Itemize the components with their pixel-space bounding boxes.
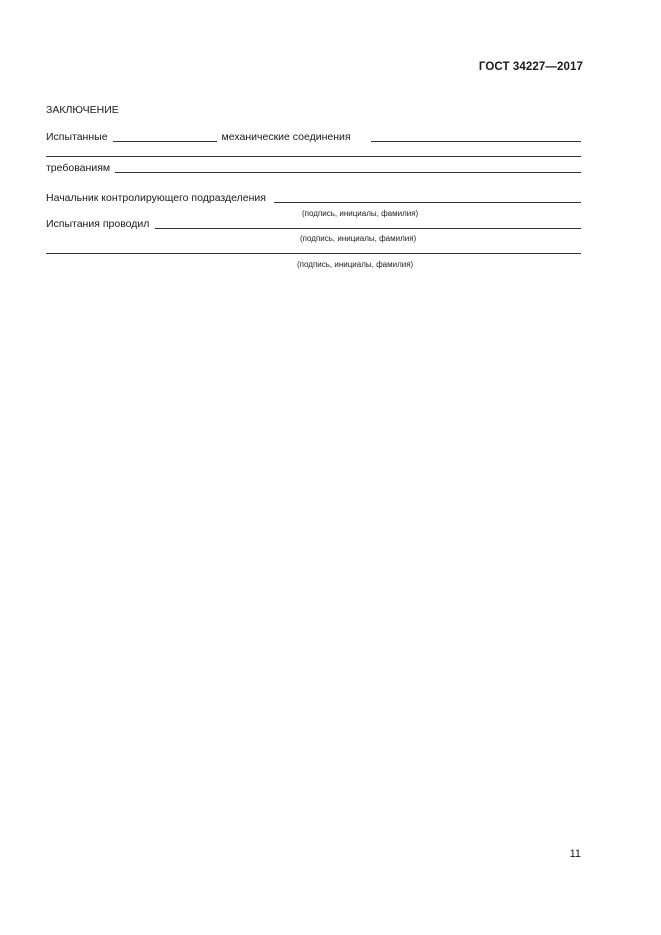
conclusion-title: ЗАКЛЮЧЕНИЕ [46, 104, 119, 116]
requirements-label: требованиям [46, 162, 111, 174]
requirements-blank-field[interactable] [115, 172, 581, 173]
extra-signature-caption: (подпись, инициалы, фамилия) [297, 260, 414, 269]
tester-label: Испытания проводил [46, 218, 150, 230]
tested-label: Испытанные [46, 131, 108, 143]
requirements-row [46, 162, 581, 174]
page-number: 11 [569, 848, 581, 860]
head-signature-caption: (подпись, инициалы, фамилия) [302, 209, 419, 218]
standard-code: ГОСТ 34227—2017 [478, 61, 583, 73]
head-signature-row [46, 192, 581, 204]
tester-signature-field[interactable] [155, 228, 581, 229]
connections-label: механические соединения [221, 131, 351, 143]
extra-signature-field[interactable] [46, 253, 581, 254]
head-label: Начальник контролирующего подразделения [46, 192, 266, 204]
tested-blank-field[interactable] [113, 141, 217, 142]
conclusion-continuation-line[interactable] [46, 156, 581, 157]
tester-signature-caption: (подпись, инициалы, фамилия) [300, 234, 417, 243]
tested-row [46, 131, 581, 143]
tester-signature-row [46, 218, 581, 230]
connections-blank-field[interactable] [371, 141, 581, 142]
head-signature-field[interactable] [274, 202, 581, 203]
